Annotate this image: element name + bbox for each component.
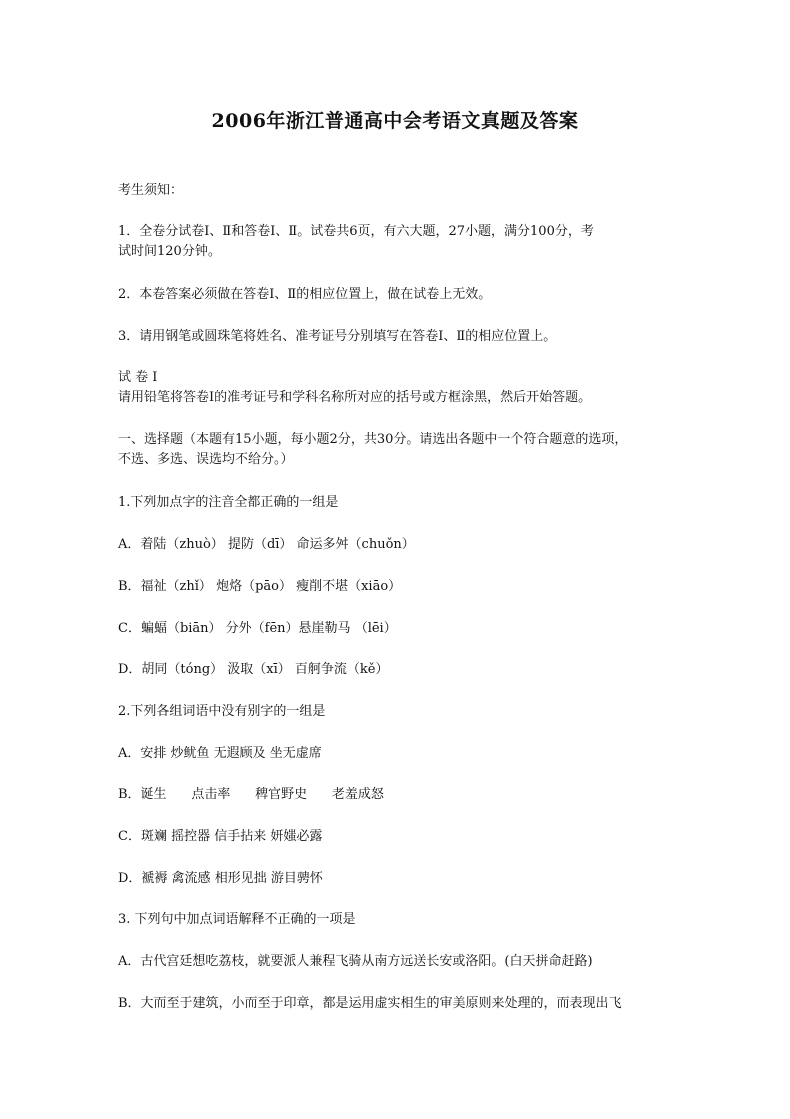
question-3-option-a: A．古代宫廷想吃荔枝，就要派人兼程飞骑从南方远送长安或洛阳。(白天拼命赶路) [118,954,593,969]
part-title-line-2: 不选、多选、误选均不给分。） [118,452,294,467]
question-2-stem: 2.下列各组词语中没有别字的一组是 [118,704,326,719]
section-label: 试 卷 Ⅰ [118,370,158,385]
question-1-option-c: C．蝙蝠（biān） 分外（fēn）悬崖勒马 （lēi） [118,621,397,636]
question-2-option-b: B．诞生 点击率 稗官野史 老羞成怒 [118,787,384,802]
notice-item-3: 3．请用钢笔或圆珠笔将姓名、准考证号分别填写在答卷Ⅰ、Ⅱ的相应位置上。 [118,329,557,344]
question-2-option-c: C．斑斓 摇控器 信手拈来 妍媸必露 [118,829,323,844]
question-3-option-b: B．大而至于建筑，小而至于印章，都是运用虚实相生的审美原则来处理的，而表现出飞 [118,996,622,1011]
section-instruction: 请用铅笔将答卷Ⅰ的准考证号和学科名称所对应的括号或方框涂黑，然后开始答题。 [118,390,592,405]
notice-item-1-line-1: 1．全卷分试卷Ⅰ、Ⅱ和答卷Ⅰ、Ⅱ。试卷共6页，有六大题，27小题，满分100分，考 [118,224,594,239]
question-1-option-d: D．胡同（tóng） 汲取（xī） 百舸争流（kě） [118,662,389,677]
notice-heading: 考生须知： [118,183,184,198]
question-1-option-a: A．着陆（zhuò） 提防（dī） 命运多舛（chuǒn） [118,537,415,552]
question-2-option-d: D．褫褥 禽流感 相形见拙 游目骋怀 [118,871,323,886]
notice-item-1-line-2: 试时间120分钟。 [118,244,221,259]
question-2-option-a: A．安排 炒鱿鱼 无遐顾及 坐无虚席 [118,746,322,761]
question-1-stem: 1.下列加点字的注音全都正确的一组是 [118,495,339,510]
question-3-stem: 3. 下列句中加点词语解释不正确的一项是 [118,912,356,927]
part-title-line-1: 一、选择题（本题有15小题，每小题2分，共30分。请选出各题中一个符合题意的选项， [118,432,628,447]
document-title: 2006年浙江普通高中会考语文真题及答案 [211,110,579,132]
question-1-option-b: B．福祉（zhǐ） 炮烙（pāo） 瘦削不堪（xiāo） [118,579,402,594]
notice-item-2: 2．本卷答案必须做在答卷Ⅰ、Ⅱ的相应位置上，做在试卷上无效。 [118,287,492,302]
